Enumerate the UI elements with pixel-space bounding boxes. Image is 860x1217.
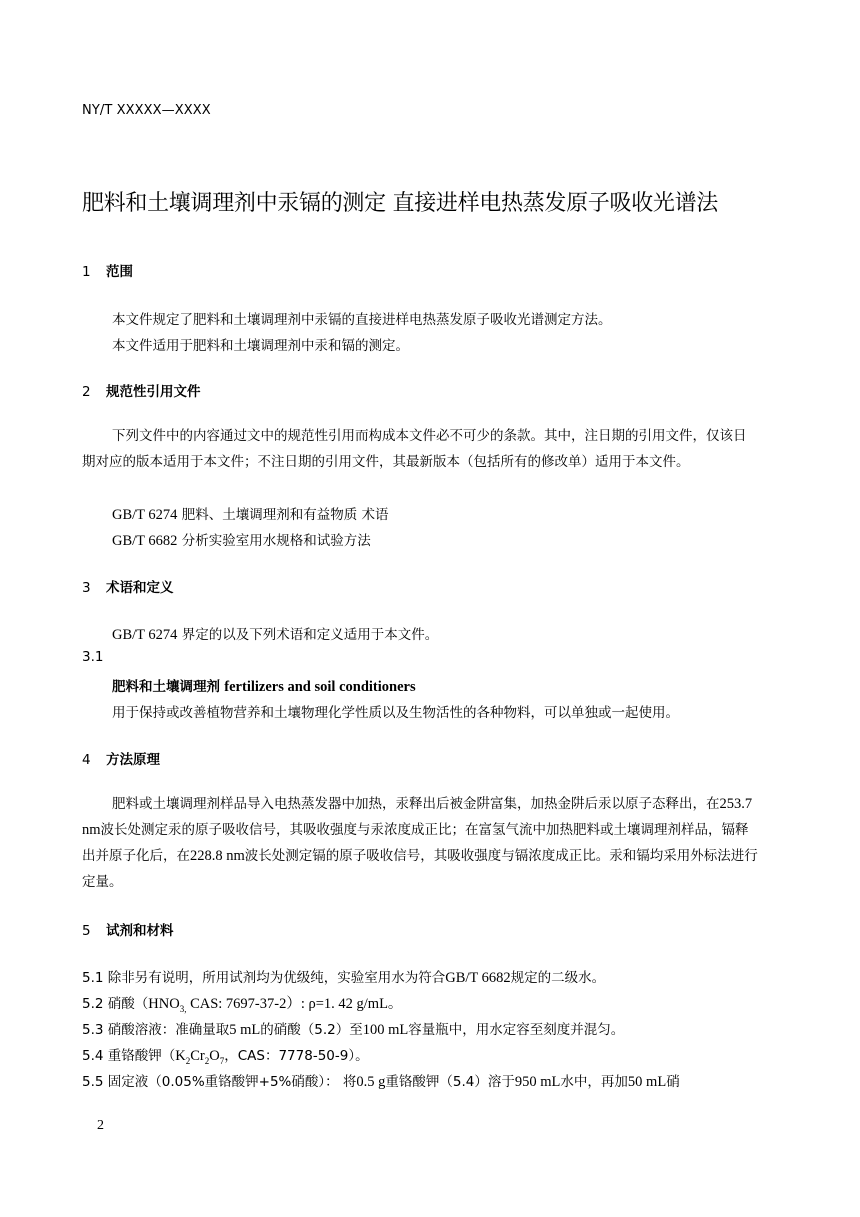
reference-code: GB/T 6682 — [112, 533, 178, 549]
reagent-text: 5.4 重铬酸钾（ — [82, 1048, 176, 1064]
formula-part: O — [209, 1048, 220, 1064]
formula-part: CAS: 7697-37-2）: ρ=1. 42 g/mL。 — [186, 996, 403, 1012]
document-title: 肥料和土壤调理剂中汞镉的测定 直接进样电热蒸发原子吸收光谱法 — [82, 191, 718, 216]
normative-references-paragraph: 下列文件中的内容通过文中的规范性引用而构成本文件必不可少的条款。其中，注日期的引用文件，仅该日期对应的版本适用于本文件；不注日期的引用文件，其最新版本（包括所有的修改单）适用于本文件。 — [82, 428, 747, 470]
term-entry — [112, 675, 416, 696]
term-english: fertilizers and soil conditioners — [224, 679, 416, 695]
reagent-item-5-1 — [82, 966, 605, 987]
formula-subscript: 2 — [204, 1055, 210, 1066]
mass-value: 0.5 g — [356, 1074, 386, 1090]
section-number: 3 — [82, 580, 91, 596]
section-number: 1 — [82, 264, 91, 280]
formula-subscript: 7 — [219, 1055, 225, 1066]
reagent-text: 5.5 固定液（0.05%重铬酸钾+5%硝酸）： 将 — [82, 1074, 357, 1090]
reagent-text: 5.3 硝酸溶液：准确量取 — [82, 1022, 230, 1038]
term-chinese: 肥料和土壤调理剂 — [112, 679, 220, 695]
wavelength-mercury: 253.7 nm — [82, 796, 753, 838]
reagent-item-5-3 — [82, 1018, 624, 1039]
reference-code: GB/T 6682 — [445, 970, 511, 986]
reagent-text: 规定的二级水。 — [510, 970, 606, 986]
scope-paragraph-2: 本文件适用于肥料和土壤调理剂中汞和镉的测定。 — [112, 338, 409, 354]
formula-part: HNO — [148, 996, 180, 1012]
scope-paragraph-1: 本文件规定了肥料和土壤调理剂中汞镉的直接进样电热蒸发原子吸收光谱测定方法。 — [112, 312, 612, 328]
reference-name: 肥料、土壤调理剂和有益物质 术语 — [181, 507, 389, 523]
section-title: 方法原理 — [106, 752, 160, 768]
section-1-heading — [82, 260, 133, 280]
section-2-heading — [82, 380, 201, 400]
section-title: 术语和定义 — [106, 580, 174, 596]
reference-item — [112, 503, 389, 524]
volume-value: 100 mL — [362, 1022, 409, 1038]
reagent-text: 5.1 除非另有说明，所用试剂均为优级纯，实验室用水为符合 — [82, 970, 446, 986]
reagent-text: 容量瓶中，用水定容至刻度并混匀。 — [408, 1022, 625, 1038]
formula-part: K — [175, 1048, 186, 1064]
page-number: 2 — [97, 1118, 104, 1133]
terms-intro-text: 界定的以及下列术语和定义适用于本文件。 — [181, 627, 439, 643]
reagent-text: 重铬酸钾（5.4）溶于 — [385, 1074, 515, 1090]
reference-name: 分析实验室用水规格和试验方法 — [181, 533, 371, 549]
formula-part: Cr — [190, 1048, 205, 1064]
reagent-text: 硝 — [666, 1074, 680, 1090]
reagent-text: ，CAS：7778-50-9）。 — [224, 1048, 369, 1064]
formula-subscript: 3, — [179, 1003, 187, 1014]
reference-code: GB/T 6274 — [112, 507, 178, 523]
wavelength-cadmium: 228.8 nm — [190, 848, 245, 864]
section-4-heading — [82, 748, 160, 768]
reference-code: GB/T 6274 — [112, 627, 178, 643]
section-5-heading — [82, 919, 174, 939]
section-title: 范围 — [106, 264, 133, 280]
method-principle-paragraph — [82, 791, 758, 895]
reagent-item-5-2 — [82, 992, 402, 1014]
chemical-formula — [175, 1048, 224, 1064]
volume-value: 950 mL — [514, 1074, 561, 1090]
reagent-item-5-4 — [82, 1044, 369, 1066]
section-number: 4 — [82, 752, 91, 768]
standard-code: NY/T XXXXX—XXXX — [82, 103, 211, 118]
term-number: 3.1 — [82, 649, 104, 665]
section-title: 试剂和材料 — [106, 923, 174, 939]
principle-text: 波长处测定镉的原子吸收信号，其吸收强度与镉浓度成正比。汞和镉均采用外标法进行定量。 — [82, 848, 758, 890]
chemical-formula — [148, 996, 402, 1012]
reagent-text: 的硝酸（5.2）至 — [260, 1022, 363, 1038]
reference-item — [112, 529, 371, 550]
volume-value: 50 mL — [627, 1074, 667, 1090]
reagent-text: 5.2 硝酸（ — [82, 996, 149, 1012]
principle-text: 波长处测定汞的原子吸收信号，其吸收强度与汞浓度成正比；在富氢气流中加热肥料或土壤调理剂样品，镉释出并原子化后，在 — [82, 822, 749, 864]
volume-value: 5 mL — [229, 1022, 261, 1038]
section-number: 5 — [82, 923, 91, 939]
reagent-item-5-5 — [82, 1070, 680, 1091]
section-number: 2 — [82, 384, 91, 400]
section-title: 规范性引用文件 — [106, 384, 201, 400]
formula-subscript: 2 — [185, 1055, 191, 1066]
principle-text: 肥料或土壤调理剂样品导入电热蒸发器中加热，汞释出后被金阱富集，加热金阱后汞以原子态释出，在 — [112, 796, 720, 812]
reagent-text: 水中，再加 — [560, 1074, 628, 1090]
section-3-heading — [82, 576, 174, 596]
term-definition: 用于保持或改善植物营养和土壤物理化学性质以及生物活性的各种物料，可以单独或一起使用。 — [112, 705, 679, 721]
terms-intro-paragraph — [112, 623, 438, 644]
